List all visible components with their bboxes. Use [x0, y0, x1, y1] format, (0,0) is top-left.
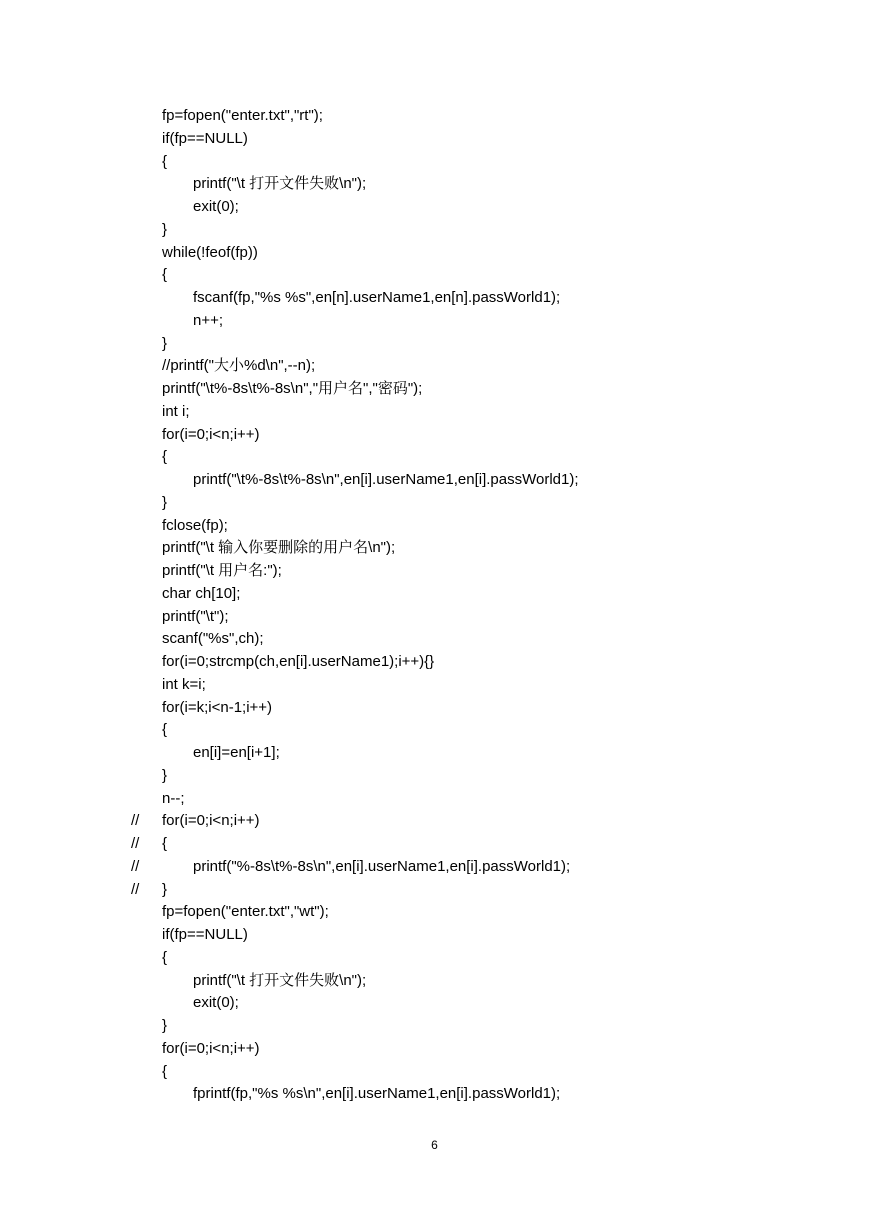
- line-comment-marker: //: [131, 812, 140, 830]
- code-line: [0, 651, 869, 674]
- line-comment-marker: //: [131, 835, 140, 852]
- code-line: [0, 856, 869, 879]
- code-text: printf("%-8s\t%-8s\n",en[i].userName1,en[i].passWorld1);: [193, 857, 571, 875]
- code-text: exit(0);: [193, 994, 239, 1012]
- code-line: [0, 992, 869, 1015]
- code-line: [0, 128, 869, 151]
- page-number: 6: [431, 1138, 438, 1152]
- code-text: {: [162, 266, 168, 284]
- code-line: [0, 424, 869, 447]
- code-text: fprintf(fp,"%s %s\n",en[i].userName1,en[i].passWorld1);: [193, 1085, 561, 1103]
- code-line: [0, 1038, 869, 1061]
- code-text: if(fp==NULL): [162, 926, 248, 943]
- code-line: [0, 947, 869, 970]
- code-text: }: [162, 334, 168, 352]
- code-line: [0, 537, 869, 560]
- code-line: [0, 719, 869, 742]
- code-text: printf("\t");: [162, 607, 229, 625]
- code-line: [0, 606, 869, 629]
- code-line: [0, 515, 869, 538]
- code-line: [0, 810, 869, 833]
- code-line: [0, 674, 869, 697]
- code-text: en[i]=en[i+1];: [193, 744, 280, 761]
- code-line: [0, 287, 869, 310]
- code-line: [0, 788, 869, 811]
- code-listing: [0, 105, 869, 1106]
- code-text: printf("\t%-8s\t%-8s\n",en[i].userName1,en[i].passWorld1);: [193, 471, 579, 488]
- code-line: [0, 173, 869, 196]
- code-line: [0, 446, 869, 469]
- code-text: int k=i;: [162, 675, 206, 693]
- code-text: for(i=0;strcmp(ch,en[i].userName1);i++){}: [162, 653, 435, 670]
- line-comment-marker: //: [131, 880, 140, 898]
- code-text: }: [162, 880, 168, 898]
- code-text: }: [162, 493, 168, 511]
- code-line: [0, 628, 869, 651]
- code-line: [0, 833, 869, 856]
- code-line: [0, 901, 869, 924]
- code-line: [0, 1083, 869, 1106]
- code-text: if(fp==NULL): [162, 129, 248, 147]
- code-text: exit(0);: [193, 198, 239, 215]
- code-line: [0, 401, 869, 424]
- code-text: printf("\t 用户名:");: [162, 562, 282, 579]
- code-line: [0, 1061, 869, 1084]
- code-text: printf("\t%-8s\t%-8s\n","用户名","密码");: [162, 380, 423, 397]
- code-line: [0, 697, 869, 720]
- code-line: [0, 879, 869, 902]
- code-text: }: [162, 766, 168, 784]
- code-text: int i;: [162, 402, 190, 420]
- code-text: }: [162, 220, 168, 238]
- code-text: for(i=0;i<n;i++): [162, 1039, 260, 1057]
- code-line: [0, 219, 869, 242]
- code-line: [0, 583, 869, 606]
- code-line: [0, 765, 869, 788]
- code-line: [0, 264, 869, 287]
- code-text: {: [162, 835, 168, 852]
- code-line: [0, 970, 869, 993]
- code-line: [0, 492, 869, 515]
- code-text: fp=fopen("enter.txt","rt");: [162, 107, 323, 124]
- code-text: {: [162, 721, 168, 739]
- code-line: [0, 151, 869, 174]
- code-text: n++;: [193, 311, 224, 329]
- code-text: {: [162, 948, 168, 966]
- code-line: [0, 242, 869, 265]
- code-text: char ch[10];: [162, 584, 241, 602]
- code-text: for(i=0;i<n;i++): [162, 425, 260, 443]
- code-text: {: [162, 1062, 168, 1080]
- code-text: printf("\t 打开文件失败\n");: [193, 971, 367, 989]
- code-text: n--;: [162, 789, 185, 807]
- code-text: fclose(fp);: [162, 516, 228, 534]
- code-line: [0, 310, 869, 333]
- code-text: //printf("大小%d\n",--n);: [162, 357, 316, 375]
- code-line: [0, 1015, 869, 1038]
- code-text: fscanf(fp,"%s %s",en[n].userName1,en[n].passWorld1);: [193, 289, 561, 306]
- code-line: [0, 378, 869, 401]
- code-line: [0, 742, 869, 765]
- code-text: {: [162, 152, 168, 170]
- code-text: scanf("%s",ch);: [162, 630, 264, 648]
- line-comment-marker: //: [131, 857, 140, 875]
- code-text: for(i=0;i<n;i++): [162, 812, 260, 830]
- code-line: [0, 355, 869, 378]
- code-text: {: [162, 448, 168, 466]
- code-line: [0, 333, 869, 356]
- code-line: [0, 924, 869, 947]
- code-line: [0, 196, 869, 219]
- code-line: [0, 560, 869, 583]
- code-text: fp=fopen("enter.txt","wt");: [162, 903, 329, 921]
- code-line: [0, 105, 869, 128]
- code-text: printf("\t 打开文件失败\n");: [193, 175, 367, 193]
- code-text: }: [162, 1017, 168, 1034]
- code-line: [0, 469, 869, 492]
- code-text: printf("\t 输入你要删除的用户名\n");: [162, 539, 396, 557]
- code-text: while(!feof(fp)): [162, 243, 258, 261]
- code-text: for(i=k;i<n-1;i++): [162, 698, 273, 716]
